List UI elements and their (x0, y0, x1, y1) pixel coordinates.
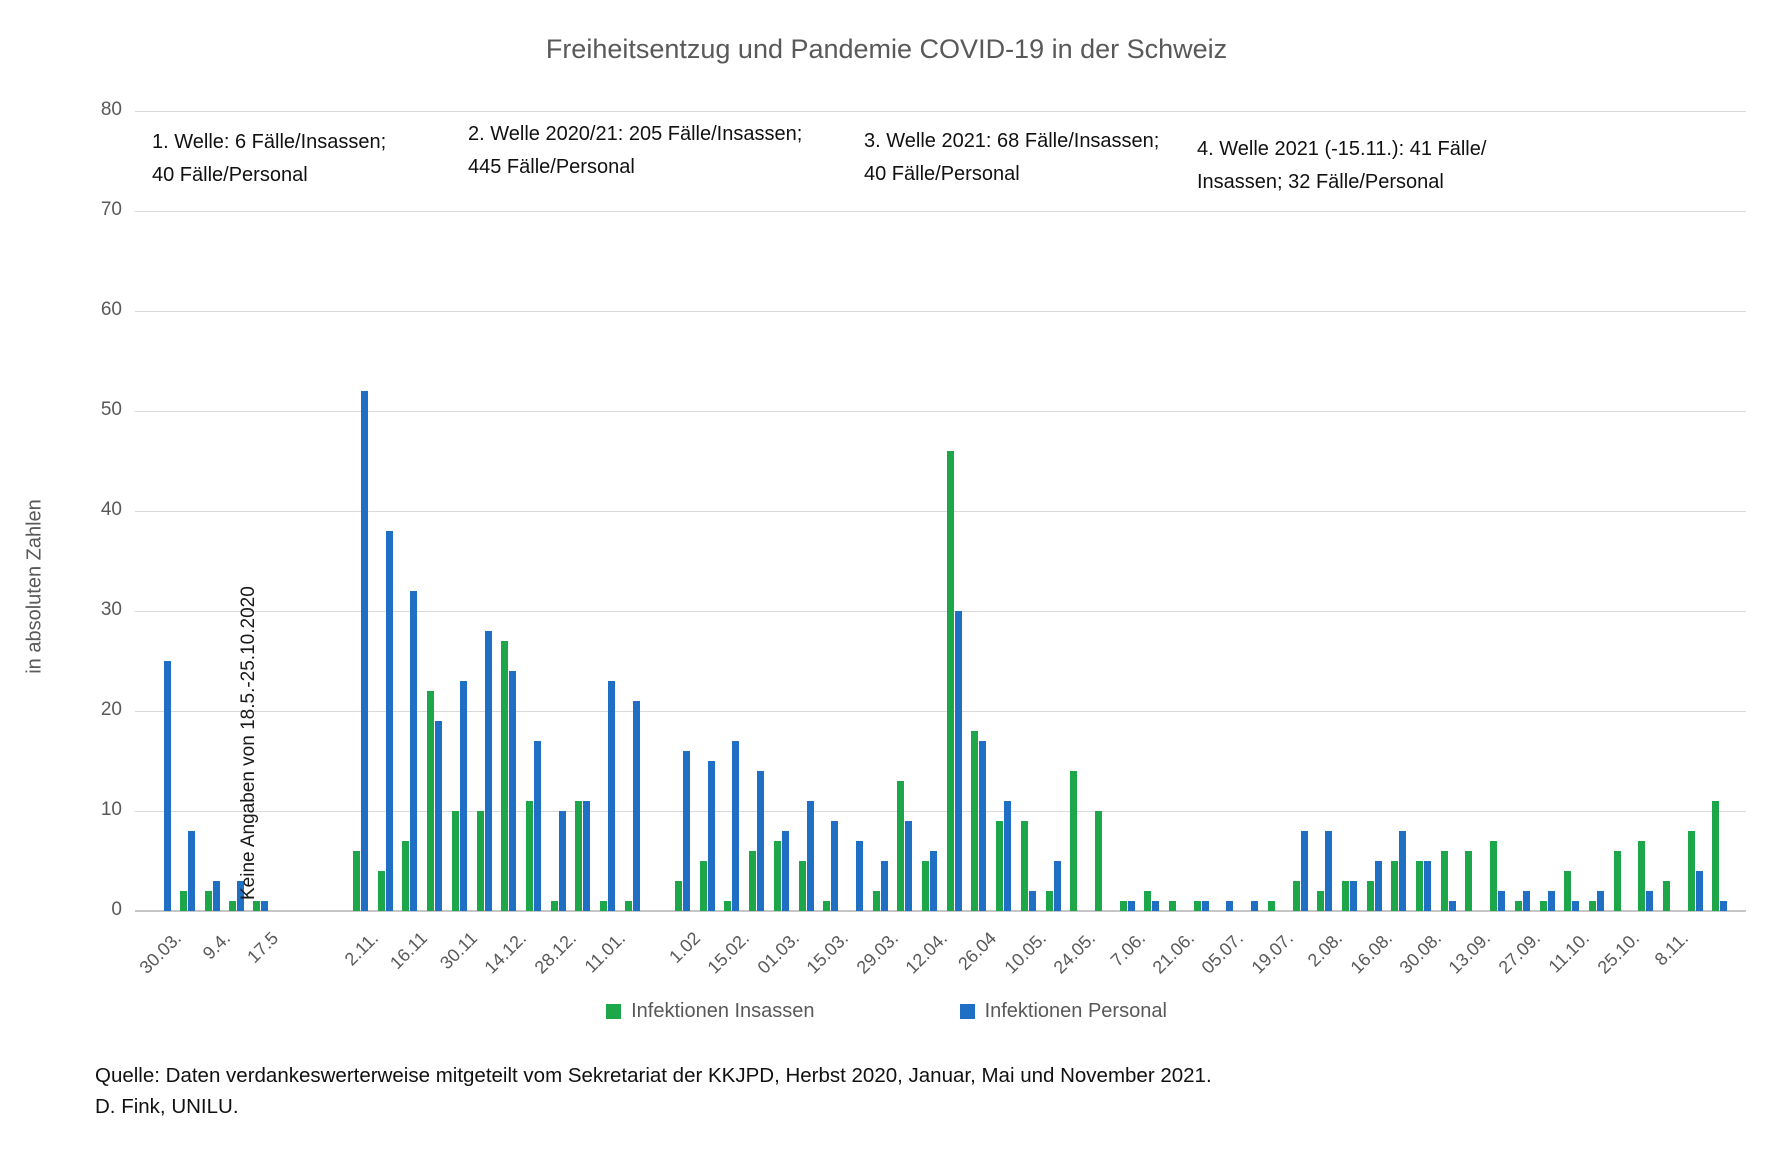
bar-infektionen-insassen (700, 861, 707, 911)
bar-infektionen-insassen (1564, 871, 1571, 911)
bar-infektionen-insassen (1293, 881, 1300, 911)
annotation-wave1 (152, 126, 386, 192)
bar-infektionen-insassen (526, 801, 533, 911)
bar-infektionen-insassen (1194, 901, 1201, 911)
bar-infektionen-personal (1720, 901, 1727, 911)
bar-infektionen-personal (1572, 901, 1579, 911)
annotation-wave4 (1197, 133, 1486, 199)
bar-infektionen-personal (386, 531, 393, 911)
legend-item-personal (960, 1000, 1167, 1023)
bar-infektionen-insassen (1144, 891, 1151, 911)
y-axis-tick-label: 20 (100, 699, 122, 720)
gridline (135, 711, 1746, 712)
bar-infektionen-insassen (1317, 891, 1324, 911)
bar-infektionen-insassen (253, 901, 260, 911)
bar-infektionen-personal (1004, 801, 1011, 911)
gridline (135, 111, 1746, 112)
bar-infektionen-insassen (897, 781, 904, 911)
y-axis-tick-label: 40 (100, 499, 122, 520)
bar-infektionen-insassen (724, 901, 731, 911)
bar-infektionen-personal (1646, 891, 1653, 911)
bar-infektionen-personal (361, 391, 368, 911)
bar-infektionen-insassen (1367, 881, 1374, 911)
bar-infektionen-insassen (1688, 831, 1695, 911)
bar-infektionen-insassen (1712, 801, 1719, 911)
bar-infektionen-personal (1226, 901, 1233, 911)
annotation-wave2-line2: 445 Fälle/Personal (468, 156, 635, 178)
y-axis-tick-label: 60 (100, 299, 122, 320)
bar-infektionen-insassen (353, 851, 360, 911)
bar-infektionen-personal (460, 681, 467, 911)
bar-infektionen-personal (435, 721, 442, 911)
bar-infektionen-personal (856, 841, 863, 911)
bar-infektionen-personal (1548, 891, 1555, 911)
annotation-wave3 (864, 125, 1159, 191)
bar-infektionen-personal (261, 901, 268, 911)
bar-infektionen-personal (1029, 891, 1036, 911)
y-axis-tick-label: 0 (111, 899, 122, 920)
bar-infektionen-personal (905, 821, 912, 911)
bar-infektionen-personal (955, 611, 962, 911)
bar-infektionen-insassen (971, 731, 978, 911)
bar-infektionen-insassen (873, 891, 880, 911)
bar-infektionen-insassen (1416, 861, 1423, 911)
bar-infektionen-personal (583, 801, 590, 911)
bar-infektionen-insassen (675, 881, 682, 911)
bar-infektionen-personal (782, 831, 789, 911)
bar-infektionen-insassen (1441, 851, 1448, 911)
bar-infektionen-personal (188, 831, 195, 911)
bar-infektionen-insassen (1070, 771, 1077, 911)
bar-infektionen-insassen (774, 841, 781, 911)
bar-infektionen-personal (807, 801, 814, 911)
legend-label-personal: Infektionen Personal (984, 1000, 1167, 1022)
bar-infektionen-personal (930, 851, 937, 911)
bar-infektionen-personal (1325, 831, 1332, 911)
bar-infektionen-insassen (427, 691, 434, 911)
annotation-wave1-line1: 1. Welle: 6 Fälle/Insassen; (152, 131, 387, 153)
bar-infektionen-personal (1375, 861, 1382, 911)
y-axis-title: in absoluten Zahlen (23, 499, 46, 674)
gridline (135, 511, 1746, 512)
gridline (135, 611, 1746, 612)
bar-infektionen-personal (1696, 871, 1703, 911)
legend-label-insassen: Infektionen Insassen (631, 1000, 815, 1022)
bar-infektionen-insassen (402, 841, 409, 911)
annotation-wave4-line1: 4. Welle 2021 (-15.11.): 41 Fälle/ (1197, 138, 1487, 160)
bar-infektionen-personal (1152, 901, 1159, 911)
y-axis-tick-label: 50 (100, 399, 122, 420)
source-line2: D. Fink, UNILU. (95, 1095, 239, 1118)
bar-infektionen-personal (1449, 901, 1456, 911)
bar-infektionen-personal (1301, 831, 1308, 911)
annotation-wave3-line1: 3. Welle 2021: 68 Fälle/Insassen; (864, 130, 1160, 152)
y-axis-tick-label: 10 (100, 799, 122, 820)
annotation-wave2-line1: 2. Welle 2020/21: 205 Fälle/Insassen; (468, 123, 803, 145)
bar-infektionen-insassen (1169, 901, 1176, 911)
bar-infektionen-insassen (1046, 891, 1053, 911)
bar-infektionen-personal (1128, 901, 1135, 911)
bar-infektionen-personal (708, 761, 715, 911)
bar-infektionen-personal (732, 741, 739, 911)
bar-infektionen-insassen (378, 871, 385, 911)
bar-infektionen-insassen (922, 861, 929, 911)
gridline (135, 211, 1746, 212)
bar-infektionen-personal (1498, 891, 1505, 911)
bar-infektionen-insassen (205, 891, 212, 911)
bar-infektionen-insassen (477, 811, 484, 911)
y-axis-tick-label: 30 (100, 599, 122, 620)
gridline (135, 311, 1746, 312)
annotation-wave4-line2: Insassen; 32 Fälle/Personal (1197, 171, 1444, 193)
bar-infektionen-personal (1399, 831, 1406, 911)
bar-infektionen-personal (881, 861, 888, 911)
y-axis-tick-label: 80 (100, 99, 122, 120)
bar-infektionen-personal (213, 881, 220, 911)
bar-infektionen-personal (608, 681, 615, 911)
bar-infektionen-insassen (799, 861, 806, 911)
bar-infektionen-insassen (1095, 811, 1102, 911)
bar-infektionen-personal (559, 811, 566, 911)
chart-title: Freiheitsentzug und Pandemie COVID-19 in der Schweiz (545, 34, 1228, 64)
bar-infektionen-insassen (1268, 901, 1275, 911)
bar-infektionen-insassen (749, 851, 756, 911)
bar-infektionen-insassen (1589, 901, 1596, 911)
gridline (135, 411, 1746, 412)
bar-infektionen-personal (1054, 861, 1061, 911)
gridline (135, 811, 1746, 812)
bar-infektionen-personal (509, 671, 516, 911)
bar-infektionen-insassen (1663, 881, 1670, 911)
bar-infektionen-insassen (1391, 861, 1398, 911)
bar-infektionen-insassen (1021, 821, 1028, 911)
legend-swatch-personal-icon (960, 1004, 975, 1019)
bar-infektionen-insassen (1540, 901, 1547, 911)
bar-infektionen-insassen (1465, 851, 1472, 911)
y-axis-tick-label: 70 (100, 199, 122, 220)
annotation-wave3-line2: 40 Fälle/Personal (864, 163, 1020, 185)
bar-infektionen-insassen (1614, 851, 1621, 911)
bar-infektionen-insassen (1638, 841, 1645, 911)
legend-swatch-insassen-icon (606, 1004, 621, 1019)
bar-infektionen-insassen (229, 901, 236, 911)
bar-infektionen-insassen (180, 891, 187, 911)
annotation-wave1-line2: 40 Fälle/Personal (152, 164, 308, 186)
bar-infektionen-insassen (947, 451, 954, 911)
bar-infektionen-personal (164, 661, 171, 911)
bar-infektionen-personal (757, 771, 764, 911)
bar-infektionen-personal (1202, 901, 1209, 911)
bar-infektionen-personal (410, 591, 417, 911)
bar-infektionen-insassen (1120, 901, 1127, 911)
bar-infektionen-insassen (551, 901, 558, 911)
covid-prison-chart: Freiheitsentzug und Pandemie COVID-19 in der Schweiz in absoluten Zahlen 1. Welle: 6 Fälle/Insassen; 40 Fälle/Personal 2. Welle 2020/21: 205 Fälle/Insassen; 445 Fälle/Personal 3. Welle 2021: 68 Fälle/Insassen; 40 Fälle/Personal 4. Welle 2021 (-15.11.): 41 Fälle/ Insassen; 32 Fälle/Personal 0 10 20 30 40 50 60 70 80 30.03. 9.4. 17.5 2.11. 16.11 30.11 14.12. 28.12. 11.01. 1.02 15.02. 01.03. 15.03. 29.03. 12.04. 26.04 10.05. 24.05. 7.06. 21.06. 05.07. 19.07. 2.08. 16.08. 30.08. 13.09. 27.09. 11.10. 25.10. 8.11. Keine Angaben von 18.5.-25.10.2020 Infektionen Insassen Infektionen Personal Quelle: Daten verdankeswerterweise mitgeteilt vom Sekretariat der KKJPD, Herbst 2020, Januar, Mai und November 2021. D. Fink, UNILU. (0, 0, 1773, 1157)
bar-infektionen-personal (1424, 861, 1431, 911)
legend-item-insassen (606, 1000, 814, 1023)
source-line1: Quelle: Daten verdankeswerterweise mitgeteilt vom Sekretariat der KKJPD, Herbst 2020, Januar, Mai und November 2021. (95, 1064, 1212, 1087)
bar-infektionen-personal (979, 741, 986, 911)
bar-infektionen-personal (1350, 881, 1357, 911)
bar-infektionen-personal (485, 631, 492, 911)
bar-infektionen-personal (633, 701, 640, 911)
bar-infektionen-insassen (625, 901, 632, 911)
bar-infektionen-insassen (1490, 841, 1497, 911)
bar-infektionen-personal (1251, 901, 1258, 911)
bar-infektionen-insassen (996, 821, 1003, 911)
annotation-wave2 (468, 118, 802, 184)
bar-infektionen-insassen (1342, 881, 1349, 911)
bar-infektionen-personal (683, 751, 690, 911)
bar-infektionen-insassen (501, 641, 508, 911)
bar-infektionen-personal (831, 821, 838, 911)
bar-infektionen-personal (1597, 891, 1604, 911)
bar-infektionen-insassen (575, 801, 582, 911)
bar-infektionen-insassen (452, 811, 459, 911)
bar-infektionen-personal (534, 741, 541, 911)
bar-infektionen-insassen (1515, 901, 1522, 911)
legend (0, 1000, 1773, 1023)
bar-infektionen-insassen (600, 901, 607, 911)
bar-infektionen-personal (1523, 891, 1530, 911)
bar-infektionen-insassen (823, 901, 830, 911)
